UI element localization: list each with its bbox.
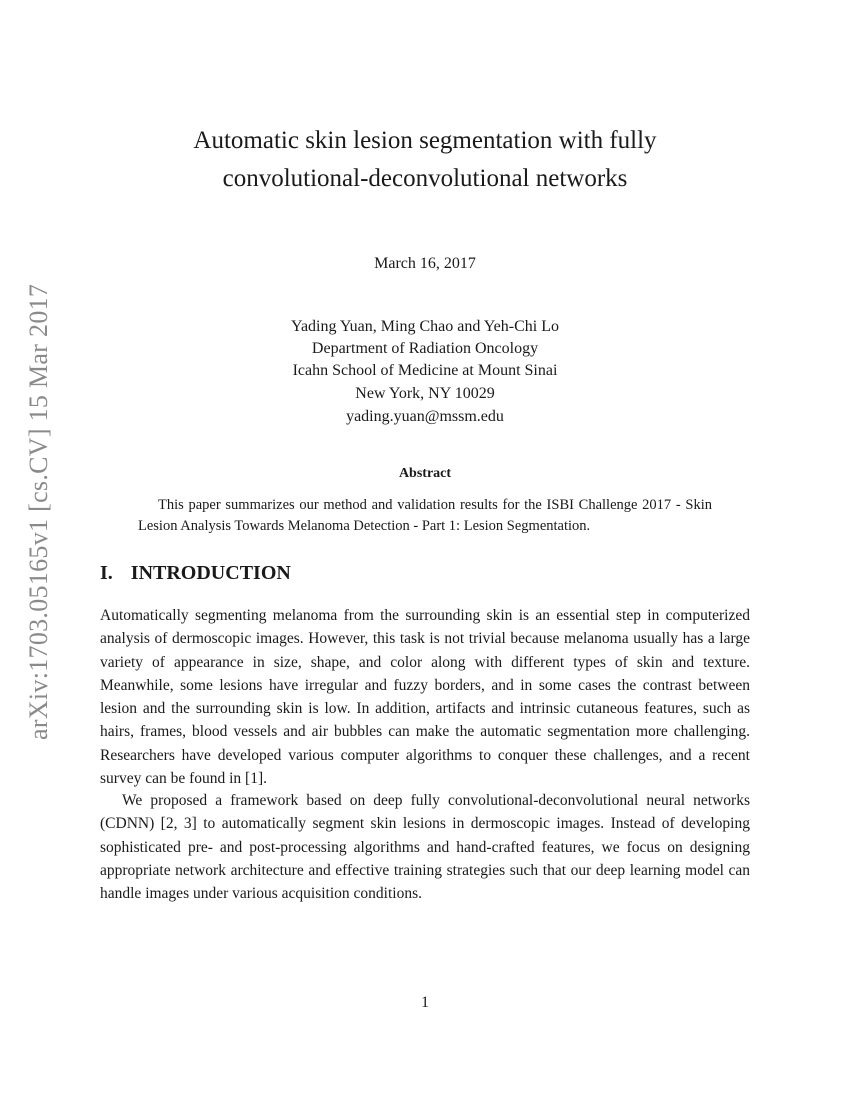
department: Department of Radiation Oncology — [311, 340, 539, 357]
title-line-1: Automatic skin lesion segmentation with fully — [193, 127, 657, 154]
section-heading — [100, 562, 291, 585]
date: March 16, 2017 — [374, 255, 476, 272]
arxiv-stamp — [24, 263, 54, 760]
abstract-heading: Abstract — [398, 466, 452, 481]
arxiv-stamp-text: arXiv:1703.05165v1 [cs.CV] 15 Mar 2017 — [24, 283, 53, 740]
email: yading.yuan@mssm.edu — [346, 408, 504, 425]
section-number: I. — [100, 562, 113, 584]
abstract-text: This paper summarizes our method and validation results for the ISBI Challenge 2017 - Skin Lesion Analysis Towards Melanoma Detection - Part 1: Lesion Segmentation. — [138, 497, 712, 534]
paper-title — [100, 122, 750, 198]
institution: Icahn School of Medicine at Mount Sinai — [292, 362, 558, 379]
intro-paragraph-1: Automatically segmenting melanoma from the surrounding skin is an essential step in computerized analysis of dermoscopic images. However, this task is not trivial because melanoma usually has a large variety of appearance in size, shape, and color along with different types of skin and texture. Meanwhile, some lesions have irregular and fuzzy borders, and in some cases the contrast between lesion and the surrounding skin is low. In addition, artifacts and intrinsic cutaneous features, such as hairs, frames, blood vessels and air bubbles can make the automatic segmentation more challenging. Researchers have developed various computer algorithms to conquer these challenges, and a recent survey can be found in [1]. — [100, 607, 750, 788]
section-title: INTRODUCTION — [130, 562, 291, 584]
page-number: 1 — [421, 994, 429, 1011]
authors: Yading Yuan, Ming Chao and Yeh-Chi Lo — [290, 318, 559, 335]
title-line-2: convolutional-deconvolutional networks — [222, 165, 628, 192]
intro-paragraph-2: We proposed a framework based on deep fully convolutional-deconvolutional neural networks (CDNN) [2, 3] to automatically segment skin lesions in dermoscopic images. Instead of developing sophisticated pre- and post-processing algorithms and hand-crafted features, we focus on designing appropriate network architecture and effective training strategies such that our deep learning model can handle images under various acquisition conditions. — [100, 792, 750, 903]
location: New York, NY 10029 — [355, 385, 495, 402]
